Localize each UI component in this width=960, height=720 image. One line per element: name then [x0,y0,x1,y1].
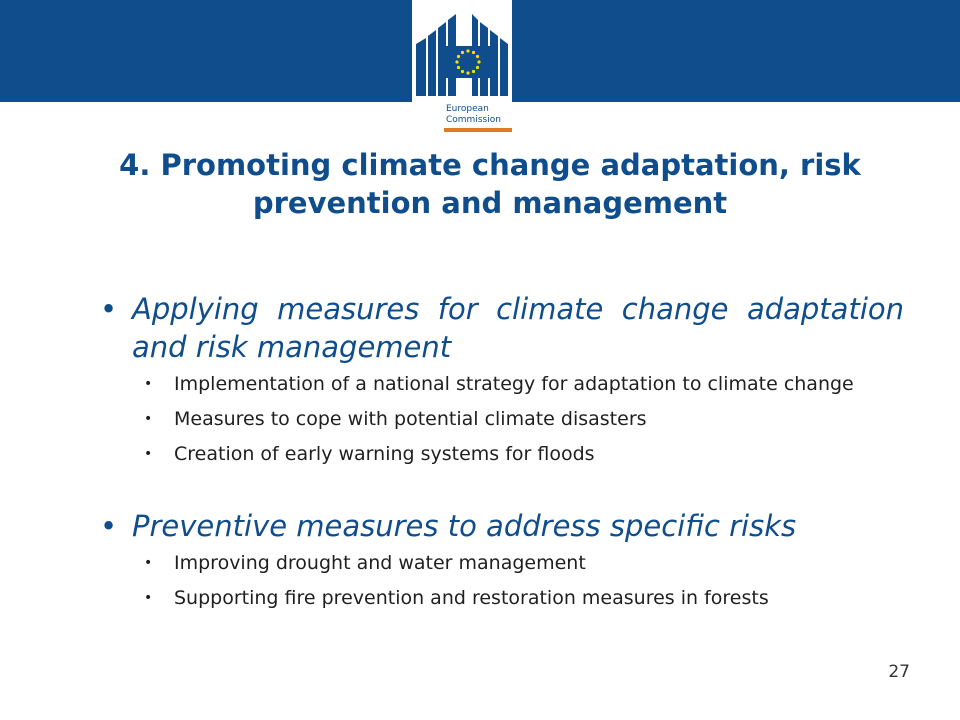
bullet-icon: • [100,292,118,326]
bullet-text: Preventive measures to address specific risks [132,509,797,543]
sub-item [144,586,904,611]
logo-text-line2: Commission [446,115,501,125]
sub-item [144,442,904,467]
sub-item [144,372,904,397]
european-commission-logo [412,0,512,134]
bullet-item [100,507,904,545]
logo-accent-bar [444,128,512,132]
sub-list [144,551,904,611]
sub-bullet-icon: • [144,411,153,427]
bullet-group-1 [100,290,904,467]
bullet-icon: • [100,509,118,543]
logo-text [446,104,536,126]
slide-title-line1: 4. Promoting climate change adaptation, risk [119,148,861,182]
sub-item-text: Improving drought and water management [174,552,586,574]
sub-bullet-icon: • [144,555,153,571]
slide-content [100,290,904,621]
bullet-text: Applying measures for climate change adaptation and risk management [132,292,904,364]
sub-item [144,407,904,432]
sub-item-text: Implementation of a national strategy for adaptation to climate change [174,373,854,395]
sub-bullet-icon: • [144,590,153,606]
bullet-group-2 [100,507,904,611]
sub-item-text: Supporting fire prevention and restoration measures in forests [174,587,769,609]
sub-bullet-icon: • [144,376,153,392]
sub-bullet-icon: • [144,446,153,462]
logo-text-line1: European [446,104,489,114]
sub-item [144,551,904,576]
sub-list [144,372,904,467]
sub-item-text: Creation of early warning systems for floods [174,443,595,465]
commission-building-icon [412,0,512,104]
slide-title [60,146,920,222]
page-number: 27 [888,662,910,682]
sub-item-text: Measures to cope with potential climate disasters [174,408,647,430]
slide-title-line2: prevention and management [252,186,728,220]
bullet-item [100,290,904,366]
